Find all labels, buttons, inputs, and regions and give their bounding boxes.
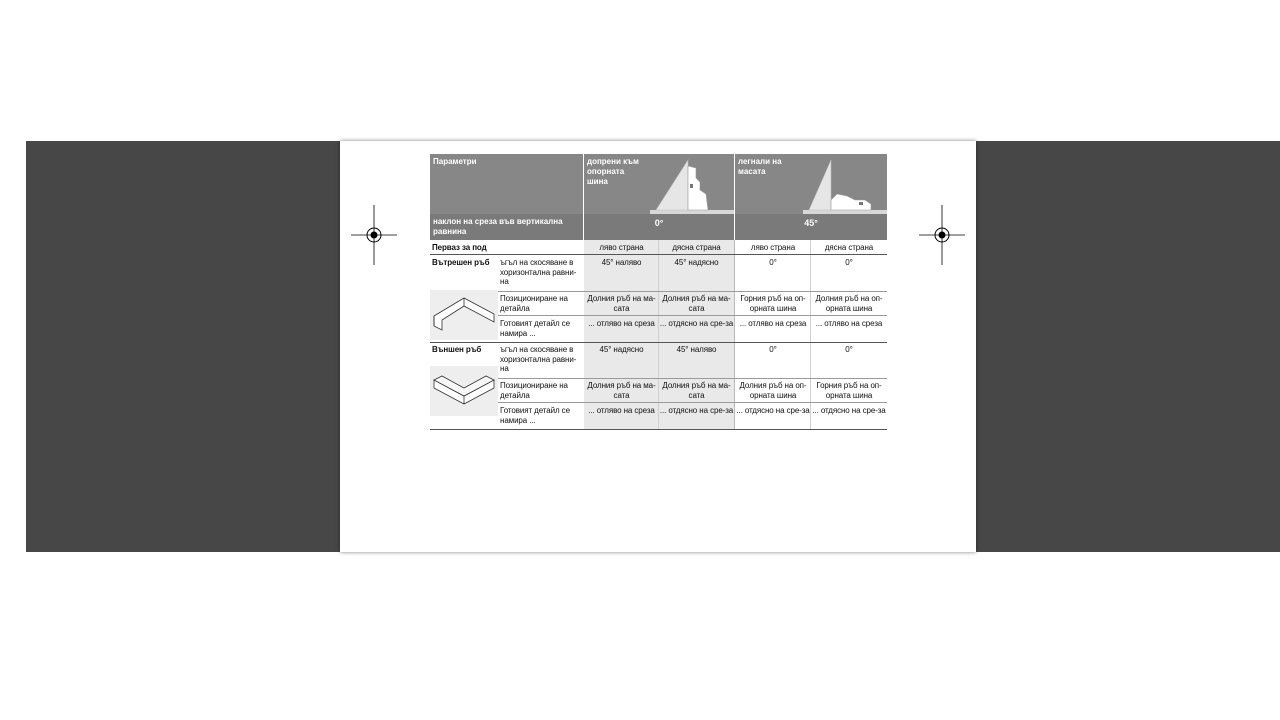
row-label: Готовият детайл се намира ... bbox=[500, 406, 570, 425]
table-cell: Долния ръб на ма-сата bbox=[662, 294, 731, 313]
table-header-group1 bbox=[584, 154, 734, 214]
row-divider bbox=[498, 378, 887, 379]
row-divider bbox=[498, 402, 887, 403]
table-cell: ... отдясно на сре-за bbox=[812, 406, 886, 415]
row-divider bbox=[498, 315, 887, 316]
bevel-label: наклон на среза във вертикална равнина bbox=[433, 217, 563, 236]
table-cell: ... отляво на среза bbox=[815, 319, 883, 328]
subheader-col-1: ляво страна bbox=[599, 243, 644, 252]
table-cell: ... отляво на среза bbox=[739, 319, 807, 328]
flat-workpiece-icon bbox=[803, 156, 887, 216]
row-divider bbox=[430, 342, 887, 343]
subheader-col-3: ляво страна bbox=[750, 243, 796, 252]
table-cell: Долния ръб на ма-сата bbox=[662, 381, 731, 400]
table-cell: Долния ръб на ма-сата bbox=[587, 294, 656, 313]
table-bottom-border bbox=[430, 429, 887, 430]
table-cell: 0° bbox=[769, 258, 777, 267]
crop-mark-left-icon bbox=[351, 205, 397, 265]
parameters-heading: Параметри bbox=[433, 157, 477, 166]
inner-corner-icon bbox=[430, 290, 498, 340]
table-cell: Долния ръб на оп-орната шина bbox=[815, 294, 883, 313]
group2-heading: легнали на масата bbox=[738, 157, 782, 176]
table-cell: 0° bbox=[769, 345, 777, 354]
row-divider bbox=[430, 254, 887, 255]
group1-heading: допрени към опорната шина bbox=[587, 157, 639, 186]
table-cell: ... отляво на среза bbox=[588, 406, 655, 415]
crop-mark-right-icon bbox=[919, 205, 965, 265]
row-divider bbox=[498, 291, 887, 292]
section-title-inner: Вътрешен ръб bbox=[432, 258, 490, 267]
table-cell: ... отляво на среза bbox=[588, 319, 655, 328]
vertical-workpiece-icon bbox=[650, 156, 734, 216]
row-label: Позициониране на детайла bbox=[500, 381, 568, 400]
outer-corner-icon bbox=[430, 366, 498, 416]
table-cell: ... отдясно на сре-за bbox=[659, 319, 734, 328]
table-cell: ... отдясно на сре-за bbox=[736, 406, 810, 415]
table-header-group2 bbox=[735, 154, 887, 214]
table-cell: Горния ръб на оп-орната шина bbox=[816, 381, 882, 400]
row-label: ъгъл на скосяване в хоризонтална равни-на bbox=[500, 345, 577, 373]
bevel-value-group1: 0° bbox=[654, 218, 664, 228]
subheader-col-2: дясна страна bbox=[672, 243, 721, 252]
table-cell: ... отдясно на сре-за bbox=[659, 406, 734, 415]
inner-corner-thumbnail bbox=[430, 290, 498, 340]
bevel-label-cell bbox=[430, 214, 583, 240]
table-cell: Долния ръб на оп-орната шина bbox=[739, 381, 807, 400]
row-label: Позициониране на детайла bbox=[500, 294, 568, 313]
bevel-value-group2: 45° bbox=[804, 218, 818, 228]
subheader-label: Перваз за под bbox=[432, 243, 487, 252]
table-cell: 45° надясно bbox=[599, 345, 644, 354]
outer-corner-thumbnail bbox=[430, 366, 498, 416]
table-cell: 45° надясно bbox=[674, 258, 719, 267]
row-label: ъгъл на скосяване в хоризонтална равни-на bbox=[500, 258, 577, 286]
table-cell: 45° наляво bbox=[676, 345, 717, 354]
row-label: Готовият детайл се намира ... bbox=[500, 319, 570, 338]
table-cell: 0° bbox=[845, 258, 853, 267]
table-cell: Долния ръб на ма-сата bbox=[587, 381, 656, 400]
table-cell: 45° наляво bbox=[601, 258, 642, 267]
bevel-cell-group1 bbox=[584, 214, 734, 240]
section-title-outer: Външен ръб bbox=[432, 345, 482, 354]
table-cell: Горния ръб на оп-орната шина bbox=[740, 294, 806, 313]
bevel-cell-group2 bbox=[735, 214, 887, 240]
table-cell: 0° bbox=[845, 345, 853, 354]
subheader-col-4: дясна страна bbox=[824, 243, 874, 252]
